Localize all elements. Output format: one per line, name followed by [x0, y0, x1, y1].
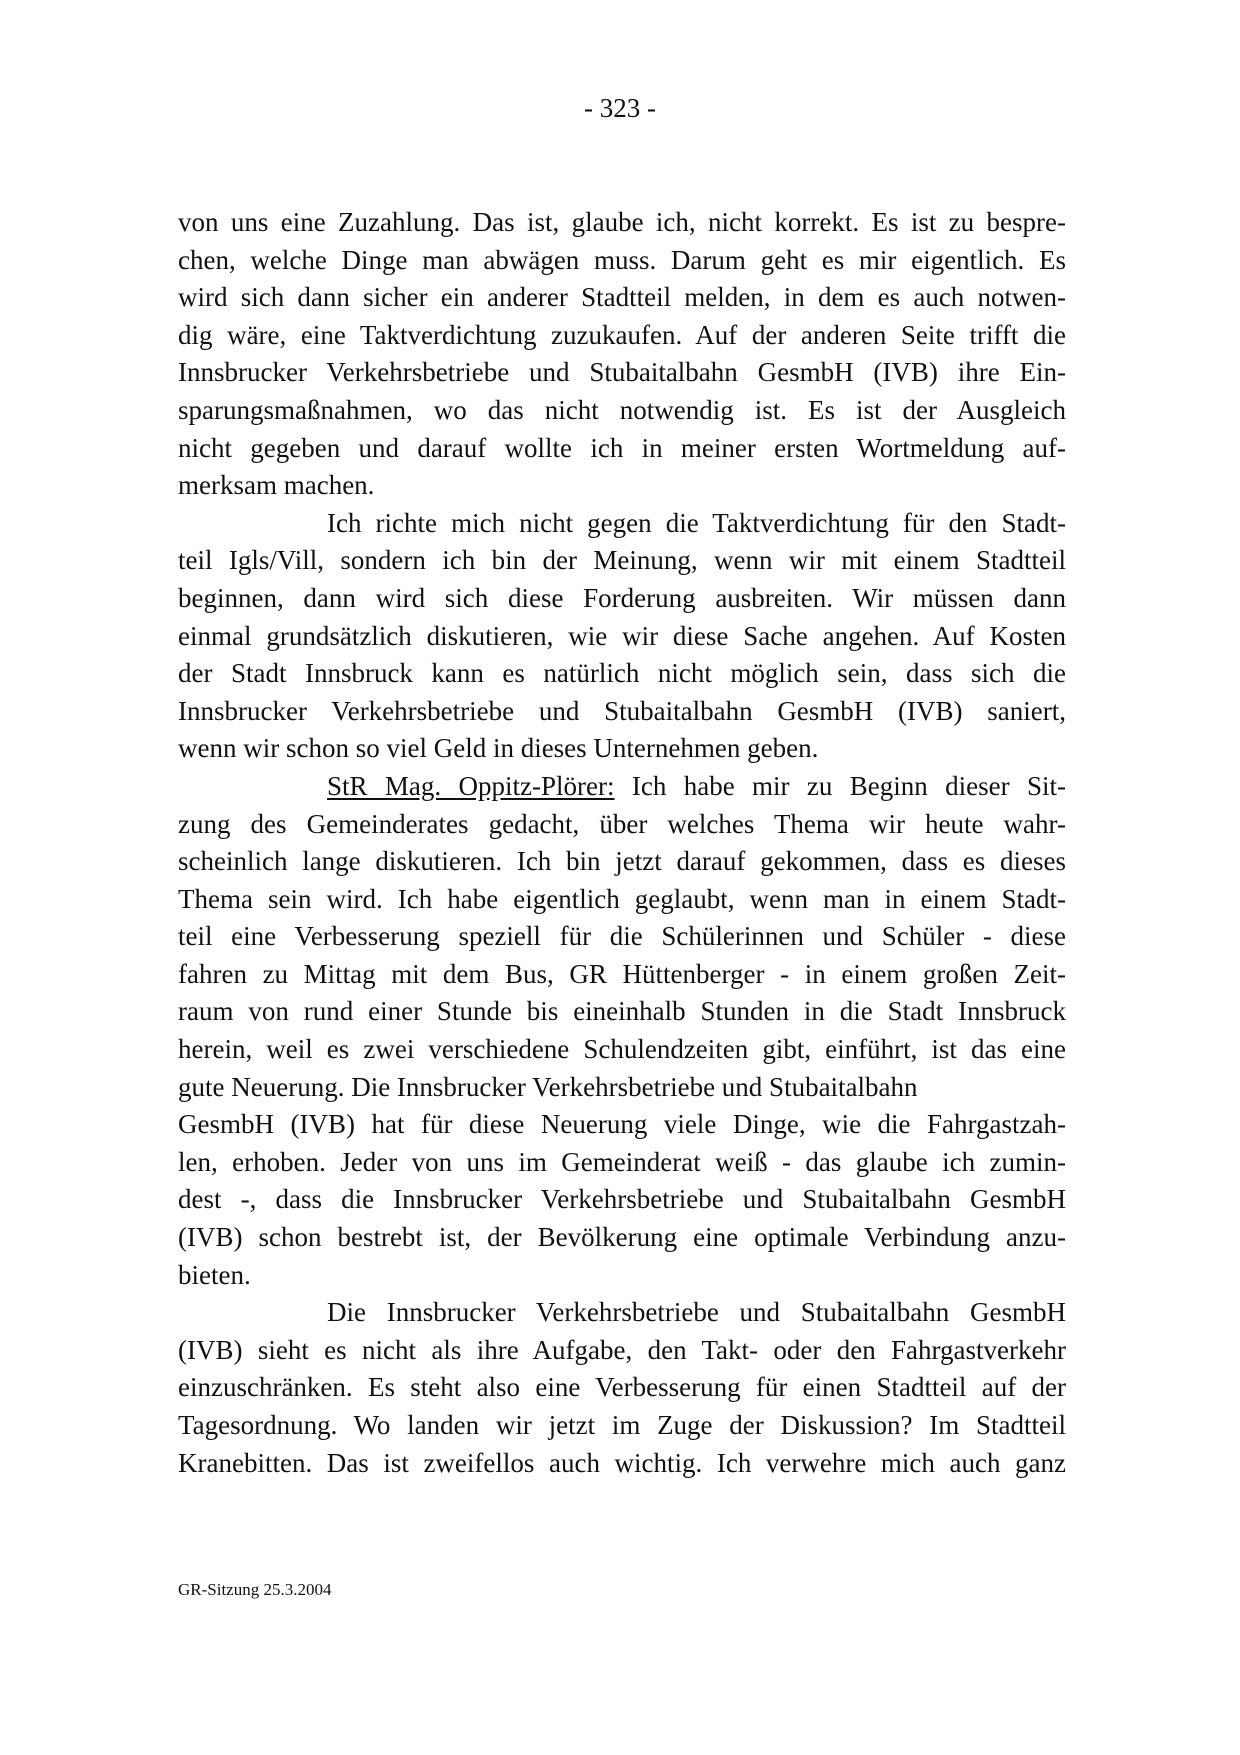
text-line: dig wäre, eine Taktverdichtung zuzukaufen. Auf der anderen Seite trifft die: [178, 319, 1066, 350]
speaker-name: StR Mag. Oppitz-Plörer:: [327, 770, 615, 801]
text-line: (IVB) sieht es nicht als ihre Aufgabe, den Takt- oder den Fahrgastverkehr: [178, 1334, 1066, 1365]
text-line: Tagesordnung. Wo landen wir jetzt im Zuge der Diskussion? Im Stadtteil: [178, 1410, 1066, 1440]
paragraph-first-line: Ich richte mich nicht gegen die Taktverdichtung für den Stadt-: [327, 507, 1066, 538]
text-line: gute Neuerung. Die Innsbrucker Verkehrsbetriebe und Stubaitalbahn: [178, 1071, 918, 1102]
text-line: raum von rund einer Stunde bis eineinhalb Stunden in die Stadt Innsbruck: [178, 996, 1066, 1027]
text-line: Innsbrucker Verkehrsbetriebe und Stubaitalbahn GesmbH (IVB) ihre Ein-: [178, 357, 1066, 388]
text-line: sparungsmaßnahmen, wo das nicht notwendig ist. Es ist der Ausgleich: [178, 394, 1066, 425]
text-line: wird sich dann sicher ein anderer Stadtteil melden, in dem es auch notwen-: [178, 282, 1066, 313]
text-line: dest -, dass die Innsbrucker Verkehrsbetriebe und Stubaitalbahn GesmbH: [178, 1184, 1066, 1215]
text-line: zung des Gemeinderates gedacht, über welches Thema wir heute wahr-: [178, 808, 1066, 839]
text-line: Thema sein wird. Ich habe eigentlich geglaubt, wenn man in einem Stadt-: [178, 883, 1066, 914]
text-line: GesmbH (IVB) hat für diese Neuerung viele Dinge, wie die Fahrgastzah-: [178, 1109, 1066, 1140]
text-line: der Stadt Innsbruck kann es natürlich nicht möglich sein, dass sich die: [178, 658, 1066, 689]
text-line: Innsbrucker Verkehrsbetriebe und Stubaitalbahn GesmbH (IVB) saniert,: [178, 695, 1066, 726]
text-line: merksam machen.: [178, 470, 375, 501]
text-line: wenn wir schon so viel Geld in dieses Unternehmen geben.: [178, 733, 819, 764]
text-line: einzuschränken. Es steht also eine Verbesserung für einen Stadtteil auf der: [178, 1372, 1066, 1403]
text-line: bieten.: [178, 1259, 251, 1290]
speaker-line: [178, 768, 1066, 806]
text-line: beginnen, dann wird sich diese Forderung ausbreiten. Wir müssen dann: [178, 582, 1066, 613]
text-line: teil eine Verbesserung speziell für die Schülerinnen und Schüler - diese: [178, 921, 1066, 952]
text-line: fahren zu Mittag mit dem Bus, GR Hüttenberger - in einem großen Zeit-: [178, 958, 1066, 989]
text-line: teil Igls/Vill, sondern ich bin der Meinung, wenn wir mit einem Stadtteil: [178, 545, 1066, 576]
text-line: scheinlich lange diskutieren. Ich bin jetzt darauf gekommen, dass es dieses: [178, 846, 1066, 877]
footer-session-date: GR-Sitzung 25.3.2004: [178, 1580, 332, 1599]
text-line: einmal grundsätzlich diskutieren, wie wir diese Sache angehen. Auf Kosten: [178, 620, 1066, 651]
text-line: Kranebitten. Das ist zweifellos auch wichtig. Ich verwehre mich auch ganz: [178, 1447, 1066, 1478]
text-line: von uns eine Zuzahlung. Das ist, glaube ich, nicht korrekt. Es ist zu bespre-: [178, 207, 1066, 237]
speaker-statement-start: Ich habe mir zu Beginn dieser Sit-: [614, 770, 1066, 801]
text-line: chen, welche Dinge man abwägen muss. Darum geht es mir eigentlich. Es: [178, 244, 1066, 275]
page-number: - 323 -: [584, 93, 656, 123]
body-text: [178, 204, 1066, 1482]
text-line: nicht gegeben und darauf wollte ich in meiner ersten Wortmeldung auf-: [178, 432, 1066, 463]
paragraph-first-line: Die Innsbrucker Verkehrsbetriebe und Stubaitalbahn GesmbH: [327, 1297, 1066, 1328]
text-line: (IVB) schon bestrebt ist, der Bevölkerung eine optimale Verbindung anzu-: [178, 1222, 1066, 1253]
text-line: herein, weil es zwei verschiedene Schulendzeiten gibt, einführt, ist das eine: [178, 1034, 1066, 1065]
text-line: len, erhoben. Jeder von uns im Gemeinderat weiß - das glaube ich zumin-: [178, 1146, 1066, 1177]
